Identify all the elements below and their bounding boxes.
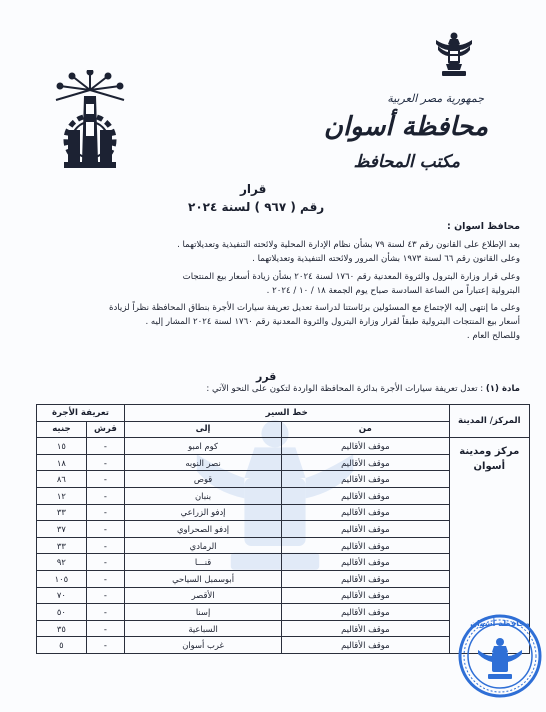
to-cell: كوم امبو (124, 438, 281, 455)
piaster-cell: - (86, 620, 124, 637)
pound-cell: ٣٣ (37, 537, 87, 554)
pound-cell: ٧٠ (37, 587, 87, 604)
header-center: المركز/ المدينة (449, 405, 529, 438)
header-pound: جنيه (37, 421, 87, 438)
article-text: : تعدل تعريفة سيارات الأجرة بدائرة المحافظة الواردة لتكون على النحو الآتي : (206, 384, 484, 394)
header-to: إلى (124, 421, 281, 438)
to-cell: إدفو الزراعي (124, 504, 281, 521)
pound-cell: ٩٢ (37, 554, 87, 571)
to-cell: إسنا (124, 604, 281, 621)
from-cell: موقف الأقاليم (282, 570, 449, 587)
pound-cell: ٨٦ (37, 471, 87, 488)
header-route: خط السير (124, 405, 449, 422)
to-cell: إدفو الصحراوي (124, 521, 281, 538)
pound-cell: ٣٣ (37, 504, 87, 521)
to-cell: السباعية (124, 620, 281, 637)
to-cell: الرمادي (124, 537, 281, 554)
pound-cell: ١٨ (37, 454, 87, 471)
piaster-cell: - (86, 454, 124, 471)
piaster-cell: - (86, 521, 124, 538)
pound-cell: ١٠٥ (37, 570, 87, 587)
from-cell: موقف الأقاليم (282, 438, 449, 455)
preamble-line: وعلى قرار وزارة البترول والثروة المعدنية رقم ١٧٦٠ لسنة ٢٠٢٤ بشأن زيادة أسعار بيع المنتجات (182, 271, 520, 282)
republic-label: جمهورية مصر العربية (387, 92, 484, 105)
preamble-line: أسعار بيع المنتجات البترولية طبقاً لقرار وزارة البترول والثروة المعدنية رقم ١٧٦٠ لسنة ٢٠٢٤ المشار إليه . (145, 317, 520, 328)
to-cell: قنـــا (124, 554, 281, 571)
decision-heading: قرار (240, 182, 267, 196)
from-cell: موقف الأقاليم (282, 454, 449, 471)
from-cell: موقف الأقاليم (282, 471, 449, 488)
decision-number: رقم ( ٩٦٧ ) لسنة ٢٠٢٤ (188, 200, 325, 214)
to-cell: قوص (124, 471, 281, 488)
pound-cell: ٥٠ (37, 604, 87, 621)
article-1 (206, 384, 520, 394)
to-cell: بنبان (124, 487, 281, 504)
from-cell: موقف الأقاليم (282, 604, 449, 621)
preamble-line: وعلى القانون رقم ٦٦ لسنة ١٩٧٣ بشأن المرور ولائحته التنفيذية وتعديلاتهما . (252, 254, 520, 265)
from-cell: موقف الأقاليم (282, 537, 449, 554)
piaster-cell: - (86, 637, 124, 654)
header-piaster: قرش (86, 421, 124, 438)
piaster-cell: - (86, 438, 124, 455)
to-cell: الأقصر (124, 587, 281, 604)
to-cell: نصر النوبه (124, 454, 281, 471)
pound-cell: ١٥ (37, 438, 87, 455)
egypt-eagle-emblem-icon (434, 30, 474, 78)
from-cell: موقف الأقاليم (282, 487, 449, 504)
to-cell: أبوسمبل السياحي (124, 570, 281, 587)
header-from: من (282, 421, 449, 438)
preamble-line: بعد الإطلاع على القانون رقم ٤٣ لسنة ٧٩ بشأن نظام الإدارة المحلية ولائحته التنفيذية وتعديلاتهما . (177, 240, 520, 251)
pound-cell: ٣٥ (37, 620, 87, 637)
pound-cell: ٥ (37, 637, 87, 654)
pound-cell: ١٢ (37, 487, 87, 504)
from-cell: موقف الأقاليم (282, 620, 449, 637)
article-label: مادة (١) (485, 384, 520, 394)
piaster-cell: - (86, 554, 124, 571)
preamble-line: وعلى ما إنتهى إليه الإجتماع مع المسئولين برئاستنا لدراسة تعديل تعريفة سيارات الأجرة بنطاق المحافظة نظراً لزيادة (108, 303, 520, 314)
from-cell: موقف الأقاليم (282, 521, 449, 538)
piaster-cell: - (86, 604, 124, 621)
decree-body (20, 220, 520, 344)
from-cell: موقف الأقاليم (282, 504, 449, 521)
piaster-cell: - (86, 587, 124, 604)
piaster-cell: - (86, 537, 124, 554)
piaster-cell: - (86, 487, 124, 504)
governorate-title: محافظة أسوان (323, 112, 488, 142)
header-fare: تعريفة الأجرة (37, 405, 125, 422)
center-name-cell: مركز ومدينة أسوان (449, 438, 529, 654)
from-cell: موقف الأقاليم (282, 637, 449, 654)
to-cell: غرب أسوان (124, 637, 281, 654)
piaster-cell: - (86, 471, 124, 488)
resolve-heading: قرر (256, 370, 277, 383)
office-title: مكتب المحافظ (353, 152, 460, 172)
stamp-text: محافظة أسوان (470, 619, 530, 628)
piaster-cell: - (86, 570, 124, 587)
preamble-line: وللصالح العام . (466, 331, 520, 342)
addressee-line: محافظ اسوان : (446, 221, 520, 232)
from-cell: موقف الأقاليم (282, 587, 449, 604)
table-row (37, 438, 530, 455)
official-stamp-icon (456, 612, 544, 700)
piaster-cell: - (86, 504, 124, 521)
preamble-line: البترولية إعتباراً من الساعة السادسة صباح يوم الجمعة ١٨ / ١٠ / ٢٠٢٤ . (266, 285, 520, 296)
from-cell: موقف الأقاليم (282, 554, 449, 571)
table-header-row (37, 405, 530, 422)
aswan-governorate-logo-icon (50, 70, 130, 170)
pound-cell: ٣٧ (37, 521, 87, 538)
